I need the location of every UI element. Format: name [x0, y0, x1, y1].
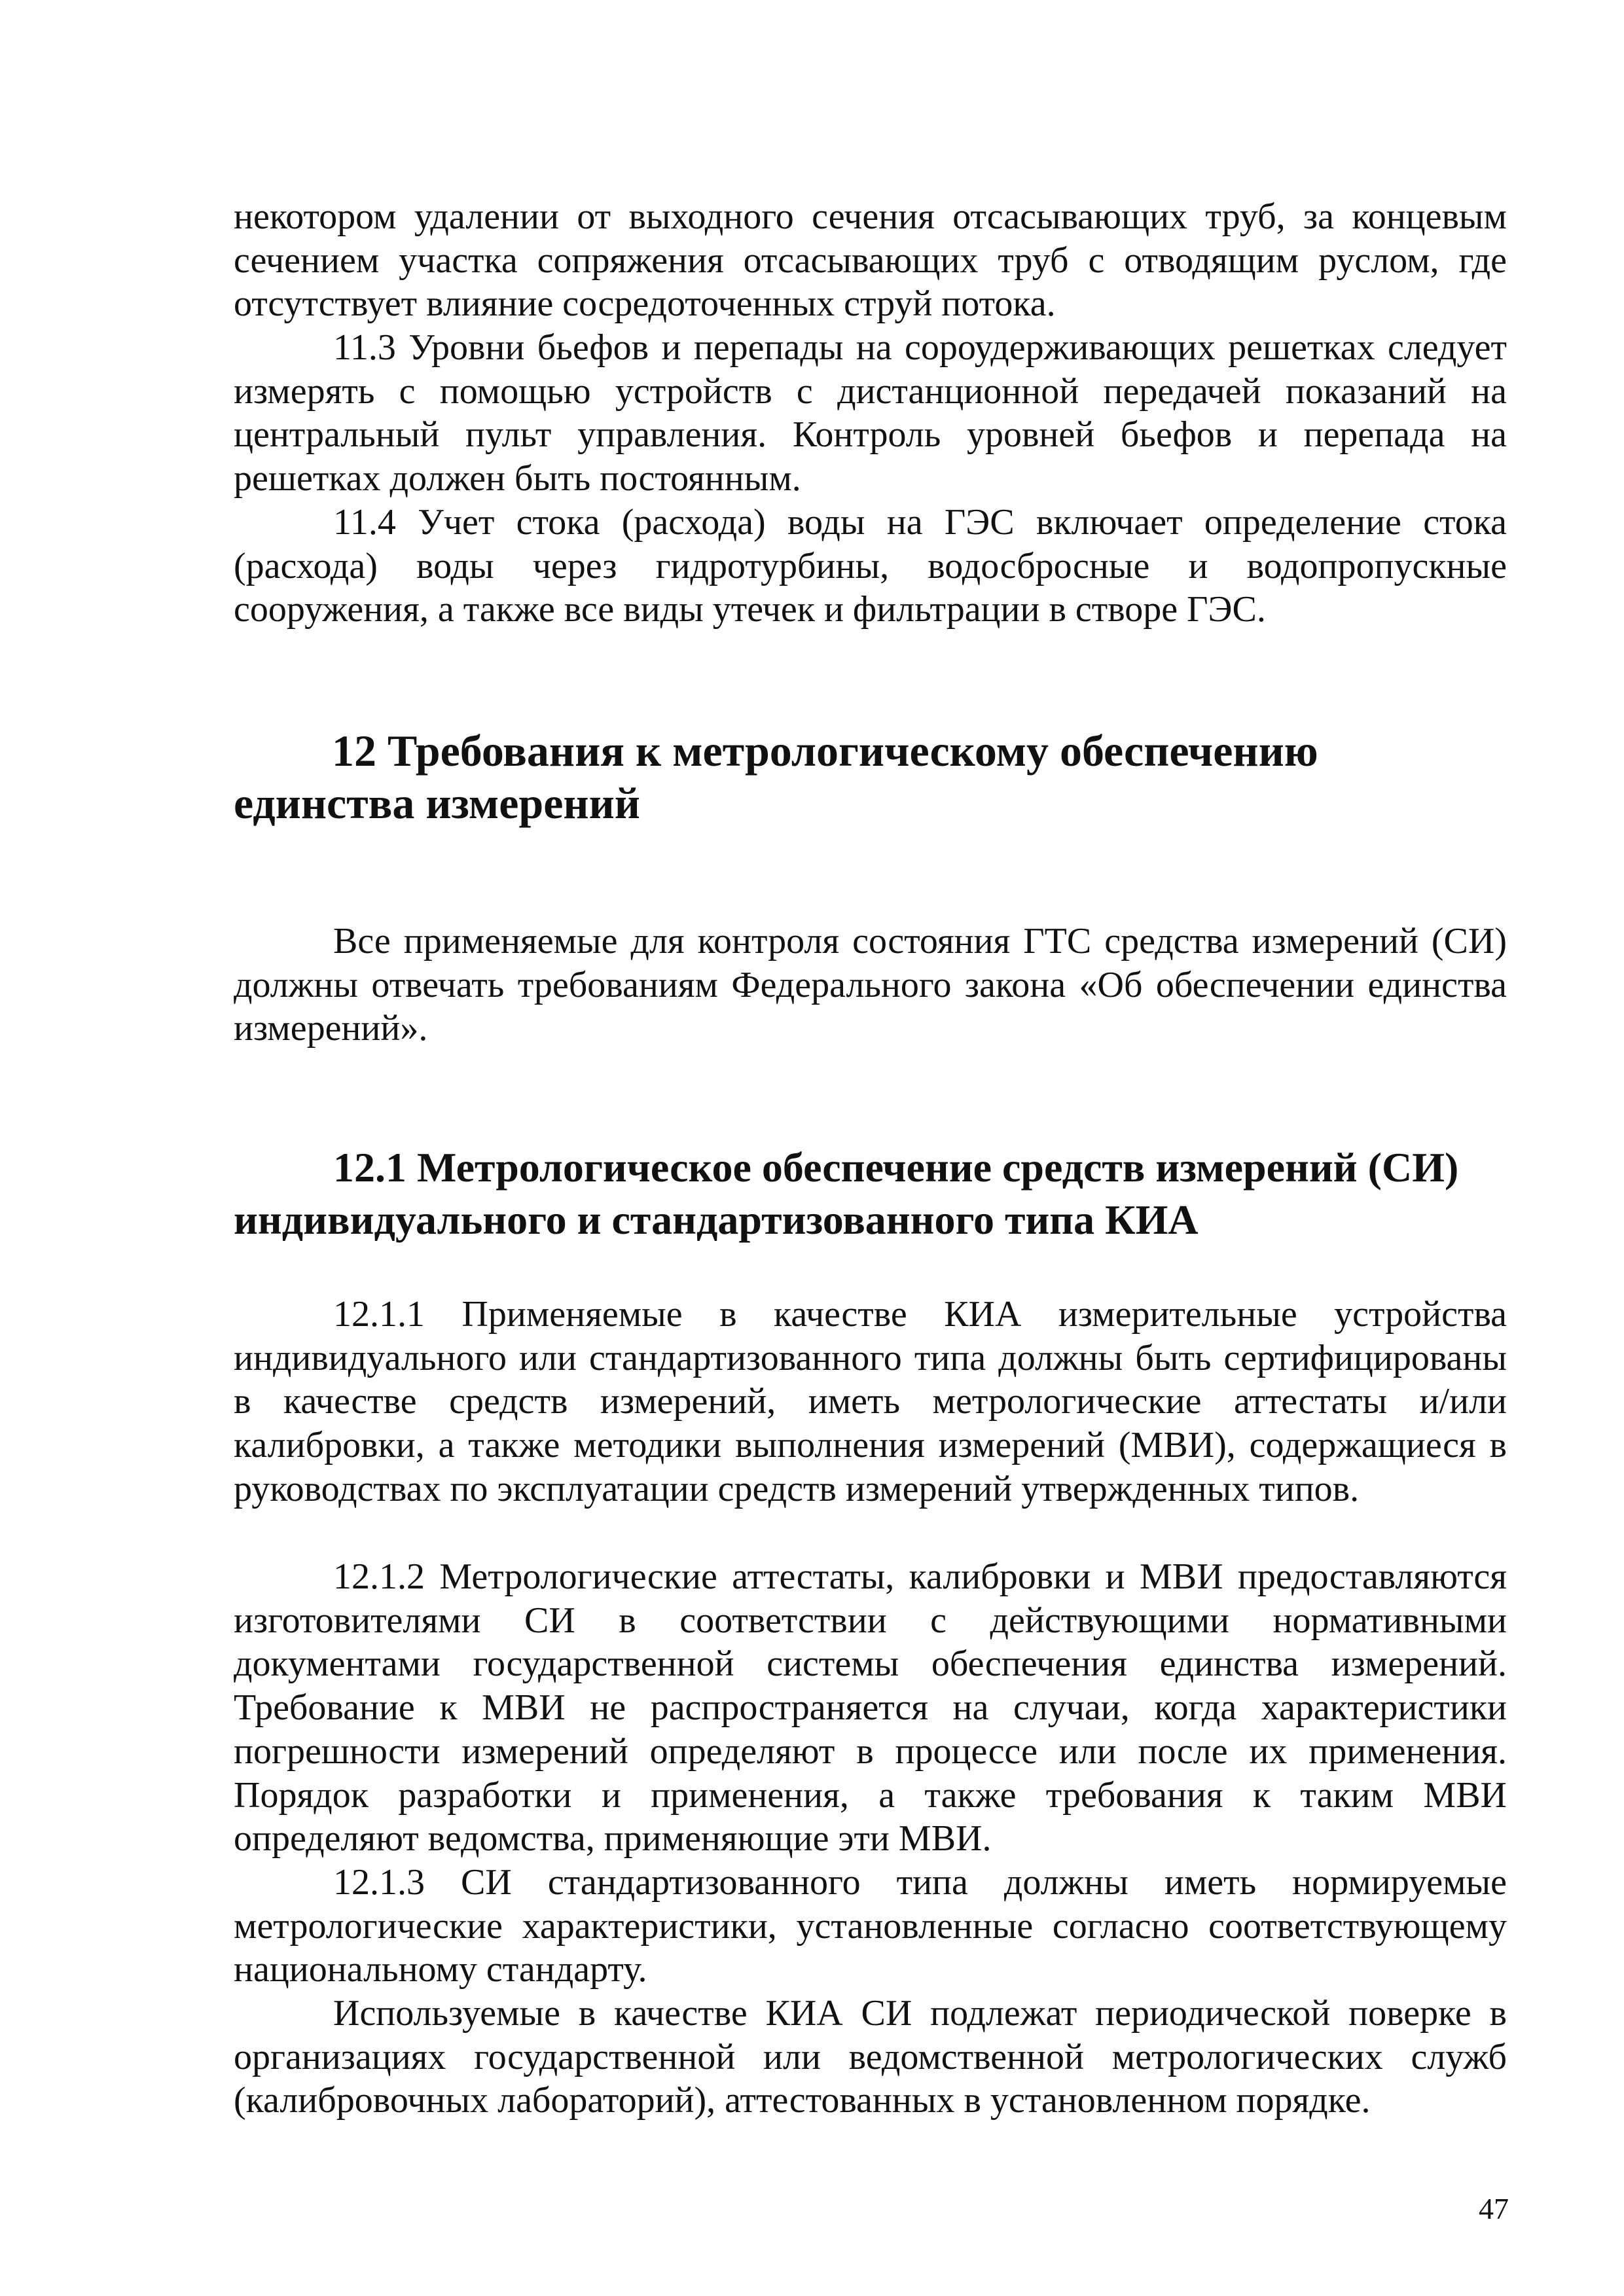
paragraph-12-1-3: 12.1.3 СИ стандартизованного типа должны иметь нормируемые метрологические характеристики, установленные согласно соответствующему национальному стандарту. [234, 1862, 1507, 1990]
section-12-intro: Все применяемые для контроля состояния ГТС средства измерений (СИ) должны отвечать требованиям Федерального закона «Об обеспечении единства измерений». [234, 921, 1507, 1049]
paragraph-12-1-1: 12.1.1 Применяемые в качестве КИА измерительные устройства индивидуального или стандартизованного типа должны быть сертифицированы в качестве средств измерений, иметь метрологические аттестаты и/или калибровки, а также методики выполнения измерений (МВИ), содержащиеся в руководствах по эксплуатации средств измерений утвержденных типов. [234, 1294, 1507, 1509]
paragraph-11-2-continuation: некотором удалении от выходного сечения отсасывающих труб, за концевым сечением участка сопряжения отсасывающих труб с отводящим руслом, где отсутствует влияние сосредоточенных струй потока. [234, 196, 1507, 325]
section-12-heading: 12 Требования к метрологическому обеспечению единства измерений [234, 726, 1318, 828]
section-12-1-heading: 12.1 Метрологическое обеспечение средств измерений (СИ) индивидуального и стандартизованного типа КИА [234, 1144, 1459, 1243]
page-number: 47 [1479, 2192, 1509, 2225]
paragraph-11-4: 11.4 Учет стока (расхода) воды на ГЭС включает определение стока (расхода) воды через гидротурбины, водосбросные и водопропускные сооружения, а также все виды утечек и фильтрации в створе ГЭС. [234, 502, 1507, 630]
paragraph-verification: Используемые в качестве КИА СИ подлежат периодической поверке в организациях государственной или ведомственной метрологических служб (калибровочных лабораторий), аттестованных в установленном порядке. [234, 1993, 1507, 2121]
paragraph-11-3: 11.3 Уровни бьефов и перепады на сороудерживающих решетках следует измерять с помощью устройств с дистанционной передачей показаний на центральный пульт управления. Контроль уровней бьефов и перепада на решетках должен быть постоянным. [234, 327, 1507, 499]
paragraph-12-1-2: 12.1.2 Метрологические аттестаты, калибровки и МВИ предоставляются изготовителями СИ в соответствии с действующими нормативными документами государственной системы обеспечения единства измерений. Требование к МВИ не распространяется на случаи, когда характеристики погрешности измерений определяют в процессе или после их применения. Порядок разработки и применения, а также требования к таким МВИ определяют ведомства, применяющие эти МВИ. [234, 1556, 1507, 1859]
